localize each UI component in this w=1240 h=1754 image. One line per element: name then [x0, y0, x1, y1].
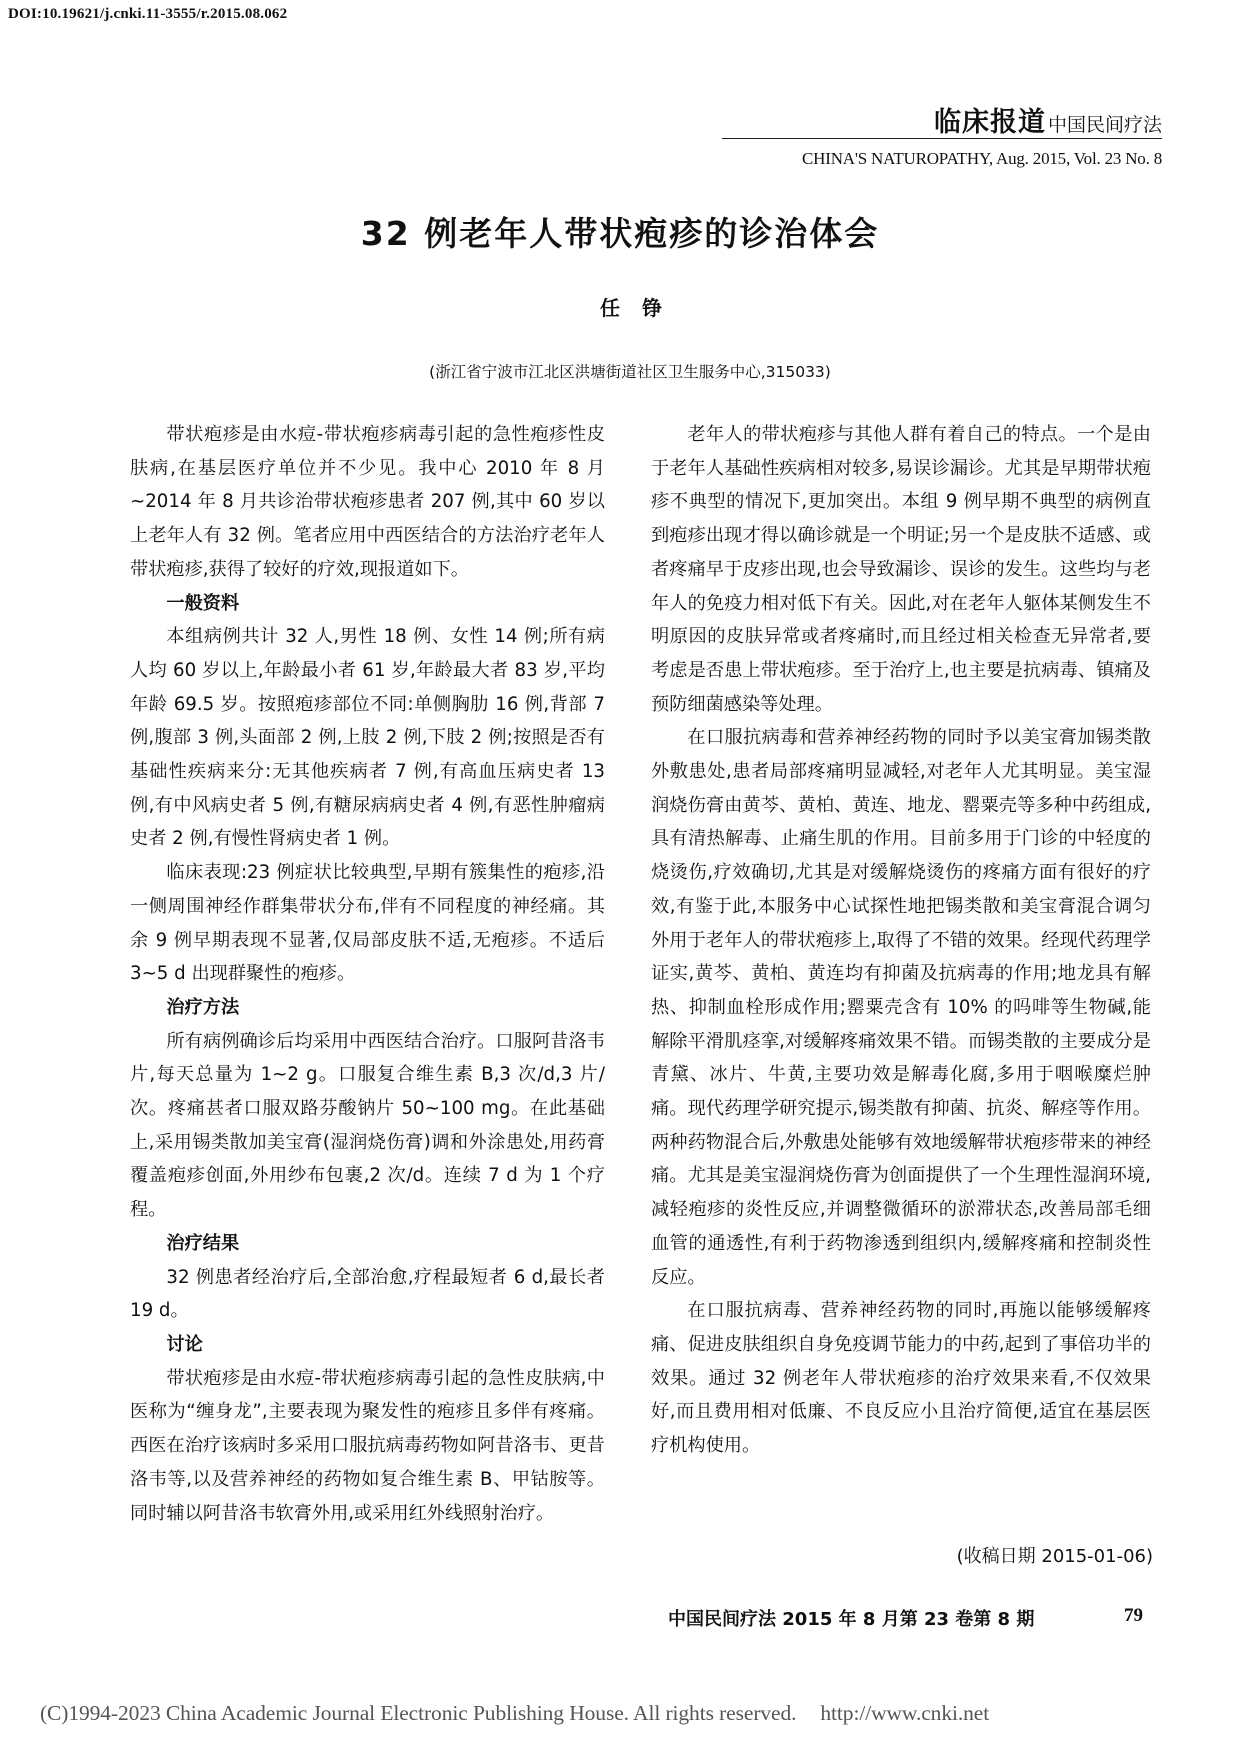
body-paragraph: 老年人的带状疱疹与其他人群有着自己的特点。一个是由于老年人基础性疾病相对较多,易误诊漏诊。尤其是早期带状疱疹不典型的情况下,更加突出。本组 9 例早期不典型的病例直到疱疹出现才得以确诊就是一个明证;另一个是皮肤不适感、或者疼痛早于皮疹出现,也会导致漏诊、误诊的发生。这些均与老年人的免疫力相对低下有关。因此,对在老年人躯体某侧发生不明原因的皮肤异常或者疼痛时,而且经过相关检查无异常者,要考虑是否患上带状疱疹。至于治疗上,也主要是抗病毒、镇痛及预防细菌感染等处理。: [651, 424, 1151, 715]
body-paragraph: 所有病例确诊后均采用中西医结合治疗。口服阿昔洛韦片,每天总量为 1~2 g。口服复合维生素 B,3 次/d,3 片/次。疼痛甚者口服双路芬酸钠片 50~100 mg。在此基础上,采用锡类散加美宝膏(湿润烧伤膏)调和外涂患处,用药膏覆盖疱疹创面,外用纱布包裹,2 次/d。连续 7 d 为 1 个疗程。: [130, 1030, 605, 1221]
right-column: [651, 418, 1151, 1463]
body-paragraph: 32 例患者经治疗后,全部治愈,疗程最短者 6 d,最长者 19 d。: [130, 1266, 605, 1322]
masthead-rule: [722, 138, 1162, 139]
article-author: 任铮: [600, 296, 684, 320]
body-paragraph: 带状疱疹是由水痘-带状疱疹病毒引起的急性疱疹性皮肤病,在基层医疗单位并不少见。我中心 2010 年 8 月~2014 年 8 月共诊治带状疱疹患者 207 例,其中 60 岁以上老年人有 32 例。笔者应用中西医结合的方法治疗老年人带状疱疹,获得了较好的疗效,现报道如下。: [130, 424, 605, 580]
copyright-notice: [40, 1701, 989, 1726]
article-title: 32 例老年人带状疱疹的诊治体会: [360, 214, 880, 253]
body-paragraph: 在口服抗病毒、营养神经药物的同时,再施以能够缓解疼痛、促进皮肤组织自身免疫调节能力的中药,起到了事倍功半的效果。通过 32 例老年人带状疱疹的治疗效果来看,不仅效果好,而且费用相对低廉、不良反应小且治疗简便,适宜在基层医疗机构使用。: [651, 1300, 1151, 1457]
section-heading: 治疗结果: [166, 1232, 240, 1254]
section-heading: 讨论: [166, 1333, 203, 1355]
masthead-title-row: [802, 100, 1162, 139]
journal-name-en: CHINA'S NATUROPATHY, Aug. 2015, Vol. 23 No. 8: [802, 149, 1162, 168]
section-heading: 治疗方法: [166, 996, 240, 1018]
received-date: (收稿日期 2015-01-06): [956, 1546, 1153, 1567]
footer-journal-issue: 中国民间疗法 2015 年 8 月第 23 卷第 8 期: [668, 1609, 1035, 1630]
journal-name-cn: 中国民间疗法: [1047, 114, 1162, 136]
body-paragraph: 本组病例共计 32 人,男性 18 例、女性 14 例;所有病人均 60 岁以上,年龄最小者 61 岁,年龄最大者 83 岁,平均年龄 69.5 岁。按照疱疹部位不同:单侧胸肋 16 例,背部 7 例,腹部 3 例,头面部 2 例,上肢 2 例,下肢 2 例;按照是否有基础性疾病来分:无其他疾病者 7 例,有高血压病史者 13 例,有中风病史者 5 例,有糖尿病病史者 4 例,有恶性肿瘤病史者 2 例,有慢性肾病史者 1 例。: [130, 626, 605, 850]
left-column: [130, 418, 605, 1530]
body-paragraph: 在口服抗病毒和营养神经药物的同时予以美宝膏加锡类散外敷患处,患者局部疼痛明显减轻,对老年人尤其明显。美宝湿润烧伤膏由黄芩、黄柏、黄连、地龙、罂粟壳等多种中药组成,具有清热解毒、止痛生肌的作用。目前多用于门诊的中轻度的烧烫伤,疗效确切,尤其是对缓解烧烫伤的疼痛方面有很好的疗效,有鉴于此,本服务中心试探性地把锡类散和美宝膏混合调匀外用于老年人的带状疱疹上,取得了不错的效果。经现代药理学证实,黄芩、黄柏、黄连均有抑菌及抗病毒的作用;地龙具有解热、抑制血栓形成作用;罂粟壳含有 10% 的吗啡等生物碱,能解除平滑肌痉挛,对缓解疼痛效果不错。而锡类散的主要成分是青黛、冰片、牛黄,主要功效是解毒化腐,多用于咽喉糜烂肿痛。现代药理学研究提示,锡类散有抑菌、抗炎、解痉等作用。两种药物混合后,外敷患处能够有效地缓解带状疱疹带来的神经痛。尤其是美宝湿润烧伤膏为创面提供了一个生理性湿润环境,减轻疱疹的炎性反应,并调整微循环的淤滞状态,改善局部毛细血管的通透性,有利于药物渗透到组织内,缓解疼痛和控制炎性反应。: [651, 727, 1151, 1288]
copyright-text: (C)1994-2023 China Academic Journal Electronic Publishing House. All rights reserved.: [40, 1701, 797, 1725]
author-affiliation: (浙江省宁波市江北区洪塘街道社区卫生服务中心,315033): [429, 363, 831, 381]
body-paragraph: 临床表现:23 例症状比较典型,早期有簇集性的疱疹,沿一侧周围神经作群集带状分布,伴有不同程度的神经痛。其余 9 例早期表现不显著,仅局部皮肤不适,无疱疹。不适后 3~5 d 出现群聚性的疱疹。: [130, 862, 605, 985]
body-paragraph: 带状疱疹是由水痘-带状疱疹病毒引起的急性皮肤病,中医称为“缠身龙”,主要表现为聚发性的疱疹且多伴有疼痛。西医在治疗该病时多采用口服抗病毒药物如阿昔洛韦、更昔洛韦等,以及营养神经的药物如复合维生素 B、甲钴胺等。同时辅以阿昔洛韦软膏外用,或采用红外线照射治疗。: [130, 1367, 605, 1524]
journal-masthead: [802, 100, 1162, 169]
copyright-url[interactable]: http://www.cnki.net: [820, 1701, 990, 1725]
section-title: 临床报道: [933, 107, 1046, 138]
page-number: 79: [1124, 1605, 1143, 1626]
doi-text: DOI:10.19621/j.cnki.11-3555/r.2015.08.062: [8, 6, 288, 22]
section-heading: 一般资料: [166, 592, 240, 614]
